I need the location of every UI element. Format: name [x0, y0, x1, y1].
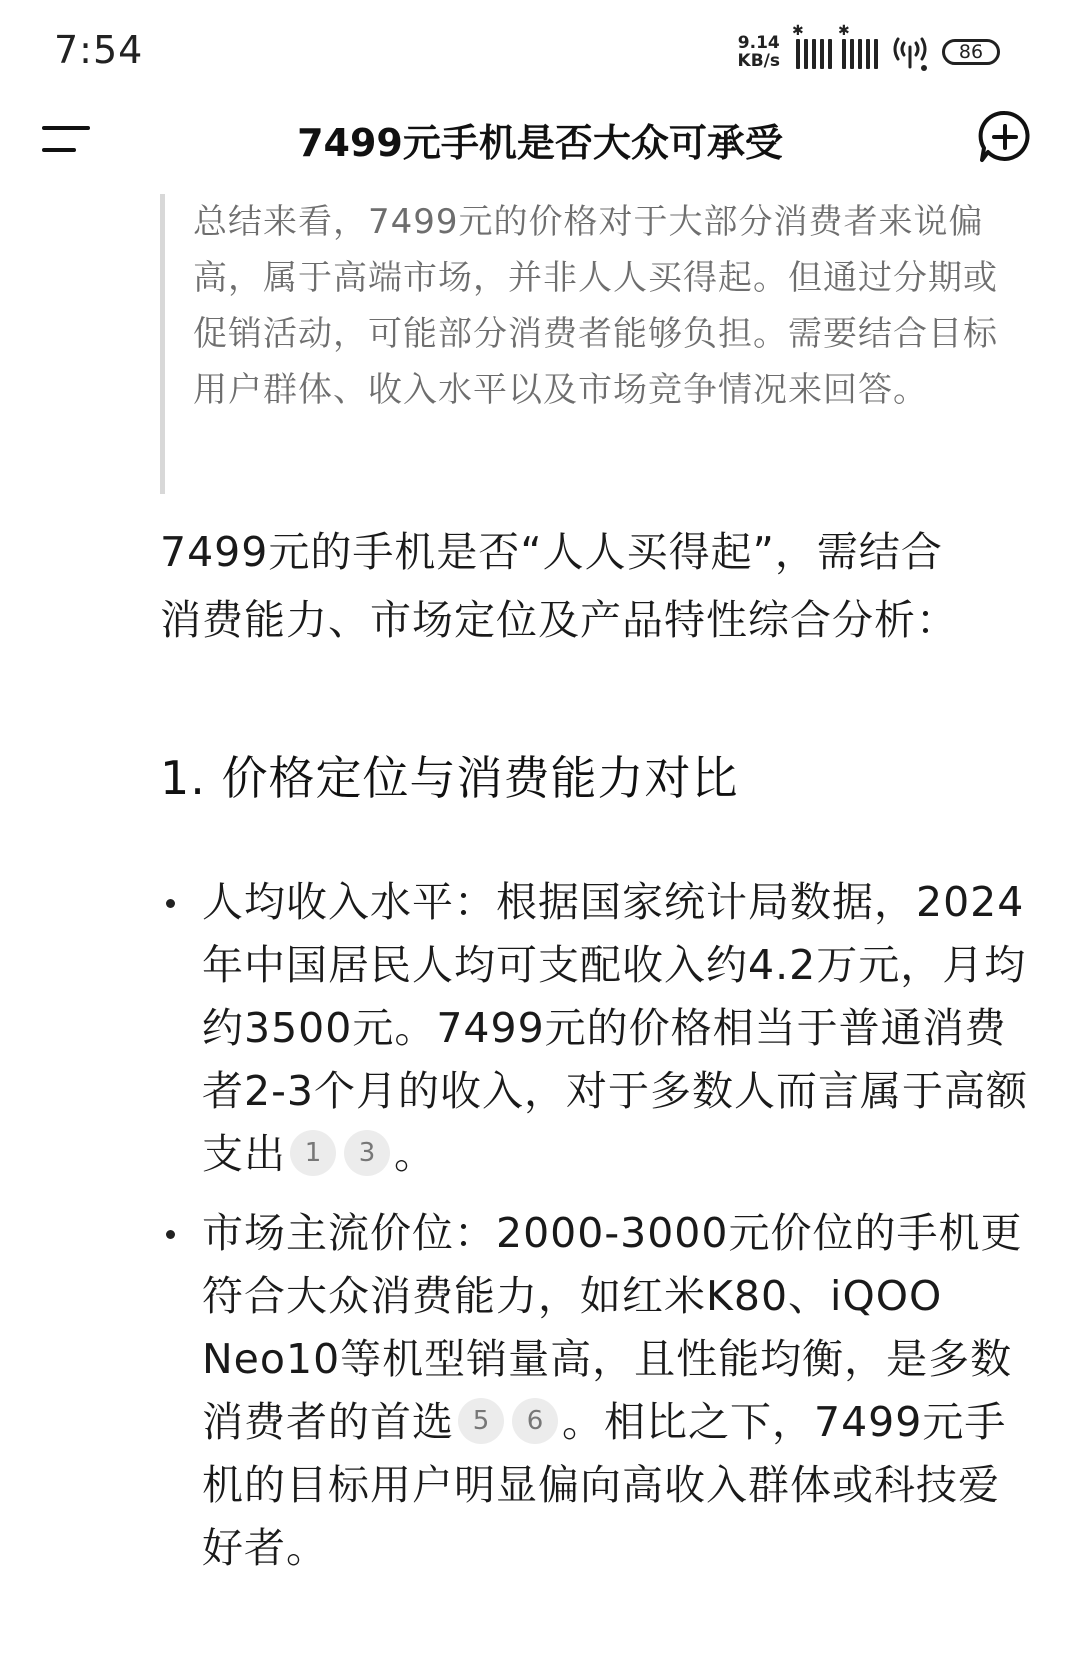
status-time: 7:54: [54, 28, 144, 72]
status-bar: [0, 0, 1080, 100]
bullet-text: 人均收入水平：根据国家统计局数据，2024年中国居民人均可支配收入约4.2万元，月均约3500元。7499元的价格相当于普通消费者2-3个月的收入，对于多数人而言属于高额支出: [202, 878, 1028, 1178]
network-speed-unit: KB/s: [737, 51, 780, 71]
new-chat-icon[interactable]: [976, 108, 1034, 166]
citation-badge[interactable]: 3: [344, 1130, 390, 1176]
citation-badge[interactable]: 6: [512, 1398, 558, 1444]
page-title: 7499元手机是否大众可承受: [297, 121, 783, 165]
bullet-text: 市场主流价位：2000-3000元价位的手机更符合大众消费能力，如红米K80、iQOO Neo10等机型销量高，且性能均衡，是多数消费者的首选: [202, 1209, 1023, 1446]
bullet-text-tail: 。: [394, 1130, 436, 1178]
network-speed: [738, 34, 780, 70]
bullet-dot: [166, 1230, 175, 1239]
citation-badge[interactable]: 5: [458, 1398, 504, 1444]
section-heading: 1. 价格定位与消费能力对比: [160, 751, 739, 805]
network-speed-value: 9.14: [737, 33, 780, 53]
signal-2-icon: ✱: [842, 35, 878, 69]
battery-level: 86: [958, 41, 984, 63]
signal-icon: ✱: [796, 35, 832, 69]
thinking-summary-quote: [160, 194, 1020, 494]
answer-intro: 7499元的手机是否“人人买得起”，需结合消费能力、市场定位及产品特性综合分析：: [160, 528, 958, 644]
citation-badge[interactable]: 1: [290, 1130, 336, 1176]
list-item: [160, 871, 1030, 1186]
quote-text: 总结来看，7499元的价格对于大部分消费者来说偏高，属于高端市场，并非人人买得起。但通过分期或促销活动，可能部分消费者能够负担。需要结合目标用户群体、收入水平以及市场竞争情况来回答。: [193, 202, 998, 410]
hotspot-icon: [888, 32, 932, 72]
list-item: [160, 1202, 1030, 1580]
bullet-dot: [166, 899, 175, 908]
app-header: [0, 100, 1080, 180]
bullet-text-tail: 。相比之下，7499元手机的目标用户明显偏向高收入群体或科技爱好者。: [202, 1398, 1007, 1572]
battery-icon: [942, 39, 1000, 65]
bullet-list: [160, 871, 1030, 1596]
status-icons: [737, 23, 1000, 74]
